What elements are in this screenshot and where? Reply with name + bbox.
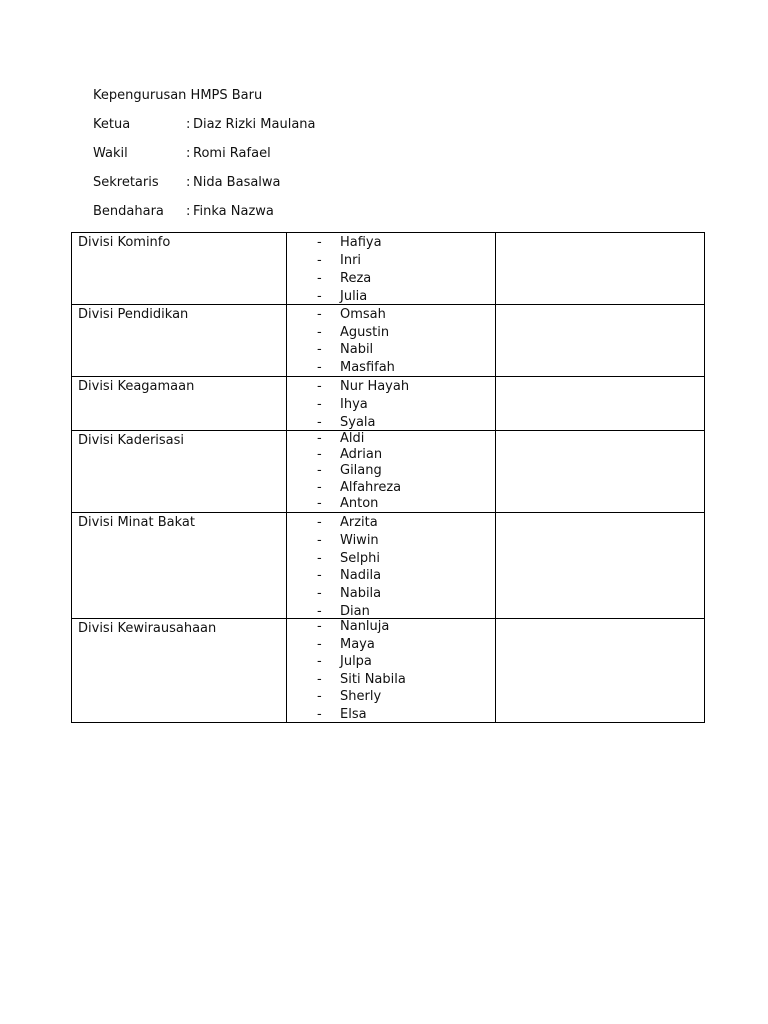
division-members-cell <box>287 377 496 431</box>
divisions-table <box>71 232 705 723</box>
member-item <box>287 604 495 620</box>
member-item <box>287 447 495 463</box>
bullet-dash: - <box>317 379 322 394</box>
bullet-dash: - <box>317 447 322 463</box>
member-item <box>287 637 495 653</box>
division-members-cell <box>287 233 496 305</box>
division-notes-cell <box>496 377 705 431</box>
bullet-dash: - <box>317 636 322 652</box>
division-name: Divisi Keagamaan <box>78 379 195 394</box>
member-name: Masfifah <box>340 360 395 376</box>
bullet-dash: - <box>317 397 322 412</box>
member-list <box>287 619 495 721</box>
bullet-dash: - <box>317 706 322 722</box>
officer-separator: : <box>186 204 191 219</box>
member-item <box>287 289 495 305</box>
bullet-dash: - <box>317 671 322 687</box>
officer-role: Sekretaris <box>93 175 159 190</box>
bullet-dash: - <box>317 289 322 304</box>
bullet-dash: - <box>317 307 322 322</box>
division-members-cell <box>287 305 496 377</box>
division-name-cell <box>72 305 287 377</box>
division-name: Divisi Kewirausahaan <box>78 621 217 636</box>
division-name: Divisi Kominfo <box>78 235 171 250</box>
member-name: Adrian <box>340 447 383 463</box>
division-name: Divisi Kaderisasi <box>78 433 185 448</box>
member-list <box>287 431 495 511</box>
member-name: Maya <box>340 636 375 652</box>
bullet-dash: - <box>317 495 322 511</box>
member-item <box>287 360 495 376</box>
member-name: Gilang <box>340 463 382 479</box>
division-notes-cell <box>496 431 705 513</box>
division-name-cell <box>72 513 287 619</box>
officer-role: Bendahara <box>93 204 164 219</box>
member-name: Nur Hayah <box>340 379 410 394</box>
bullet-dash: - <box>317 479 322 495</box>
bullet-dash: - <box>317 619 322 634</box>
bullet-dash: - <box>317 342 322 358</box>
document-title: Kepengurusan HMPS Baru <box>93 88 263 103</box>
bullet-dash: - <box>317 689 322 704</box>
member-item <box>287 496 495 512</box>
member-item <box>287 586 495 602</box>
bullet-dash: - <box>317 654 322 669</box>
division-notes-cell <box>496 619 705 723</box>
member-item <box>287 654 495 670</box>
member-name: Dian <box>340 604 370 619</box>
officer-name: Nida Basalwa <box>193 175 281 190</box>
officer-row-sekretaris <box>93 175 493 204</box>
officer-separator: : <box>186 146 191 161</box>
member-item <box>287 342 495 358</box>
bullet-dash: - <box>317 604 322 619</box>
bullet-dash: - <box>317 324 322 340</box>
division-name: Divisi Minat Bakat <box>78 515 195 530</box>
officer-row-bendahara <box>93 204 493 233</box>
member-item <box>287 515 495 531</box>
division-row <box>72 233 705 305</box>
bullet-dash: - <box>317 360 322 376</box>
member-item <box>287 707 495 723</box>
member-name: Siti Nabila <box>340 671 406 687</box>
member-name: Omsah <box>340 307 386 322</box>
bullet-dash: - <box>317 532 322 548</box>
division-row <box>72 431 705 513</box>
member-item <box>287 672 495 688</box>
member-item <box>287 325 495 341</box>
member-item <box>287 619 495 635</box>
member-name: Nabil <box>340 342 374 358</box>
bullet-dash: - <box>317 463 322 479</box>
member-item <box>287 271 495 287</box>
division-name: Divisi Pendidikan <box>78 307 189 322</box>
division-members-cell <box>287 513 496 619</box>
member-item <box>287 689 495 705</box>
bullet-dash: - <box>317 235 322 250</box>
member-name: Agustin <box>340 324 390 340</box>
bullet-dash: - <box>317 515 322 530</box>
officer-separator: : <box>186 117 191 132</box>
member-item <box>287 235 495 251</box>
division-row <box>72 619 705 723</box>
bullet-dash: - <box>317 431 322 446</box>
member-name: Arzita <box>340 515 378 530</box>
division-notes-cell <box>496 513 705 619</box>
member-name: Syala <box>340 415 376 430</box>
officer-name: Finka Nazwa <box>193 204 274 219</box>
member-list <box>287 513 495 617</box>
member-name: Ihya <box>340 397 368 412</box>
officer-separator: : <box>186 175 191 190</box>
division-row <box>72 513 705 619</box>
bullet-dash: - <box>317 253 322 268</box>
division-row <box>72 305 705 377</box>
member-name: Alfahreza <box>340 479 402 495</box>
divisions-table-body <box>72 233 705 723</box>
member-item <box>287 431 495 447</box>
member-item <box>287 480 495 496</box>
member-name: Elsa <box>340 706 367 722</box>
member-item <box>287 397 495 413</box>
division-row <box>72 377 705 431</box>
officers-list <box>93 117 493 233</box>
officer-role: Ketua <box>93 117 131 132</box>
member-name: Selphi <box>340 550 380 566</box>
bullet-dash: - <box>317 415 322 430</box>
member-name: Julia <box>340 289 368 304</box>
division-notes-cell <box>496 233 705 305</box>
member-name: Aldi <box>340 431 365 446</box>
division-members-cell <box>287 619 496 723</box>
member-name: Nanluja <box>340 619 390 634</box>
member-list <box>287 233 495 303</box>
officer-row-ketua <box>93 117 493 146</box>
bullet-dash: - <box>317 586 322 602</box>
bullet-dash: - <box>317 568 322 584</box>
bullet-dash: - <box>317 271 322 286</box>
division-name-cell <box>72 233 287 305</box>
member-name: Hafiya <box>340 235 382 250</box>
member-name: Julpa <box>340 654 372 669</box>
division-members-cell <box>287 431 496 513</box>
division-name-cell <box>72 377 287 431</box>
member-name: Sherly <box>340 689 382 704</box>
member-name: Inri <box>340 253 362 268</box>
member-list <box>287 377 495 429</box>
member-item <box>287 463 495 479</box>
member-item <box>287 551 495 567</box>
member-item <box>287 415 495 431</box>
member-name: Reza <box>340 271 372 286</box>
officer-name: Romi Rafael <box>193 146 271 161</box>
member-item <box>287 533 495 549</box>
member-name: Nadila <box>340 568 382 584</box>
bullet-dash: - <box>317 550 322 566</box>
member-name: Anton <box>340 495 379 511</box>
member-name: Wiwin <box>340 532 379 548</box>
member-list <box>287 305 495 375</box>
division-name-cell <box>72 619 287 723</box>
member-item <box>287 253 495 269</box>
officer-row-wakil <box>93 146 493 175</box>
officer-role: Wakil <box>93 146 128 161</box>
member-item <box>287 307 495 323</box>
member-name: Nabila <box>340 586 382 602</box>
division-notes-cell <box>496 305 705 377</box>
member-item <box>287 568 495 584</box>
officer-name: Diaz Rizki Maulana <box>193 117 316 132</box>
member-item <box>287 379 495 395</box>
division-name-cell <box>72 431 287 513</box>
